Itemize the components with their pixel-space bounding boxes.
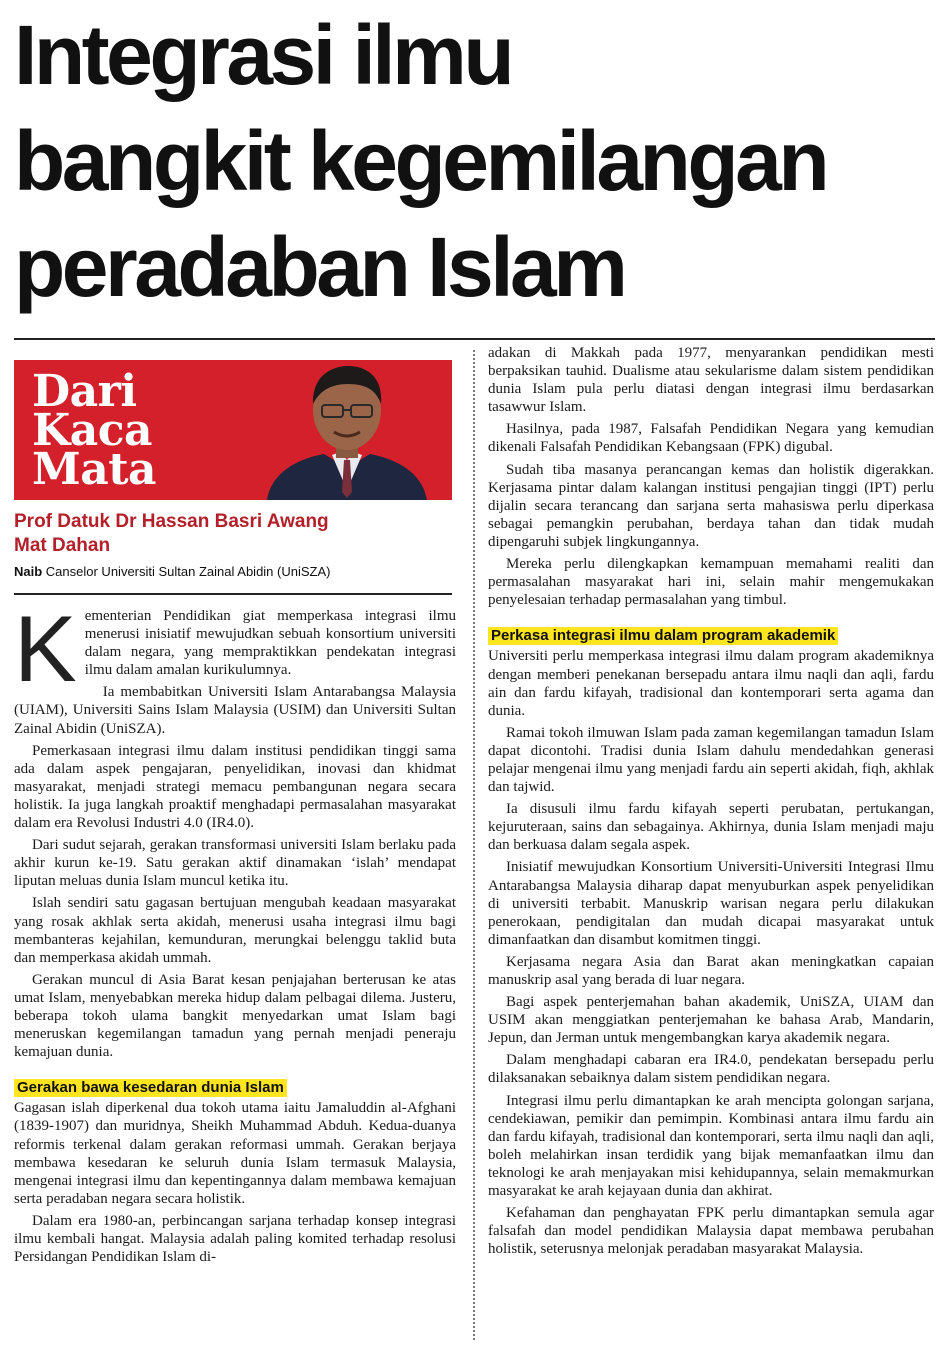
badge-line-2: Kaca (32, 405, 153, 456)
paragraph-text: ementerian Pendidikan giat memperkasa integrasi ilmu menerusi inisiatif mewujudkan sebuah konsortium universiti dalam negara, yang mempraktikkan pendekatan integrasi ilmu dalam amalan kurikulumnya. (84, 608, 456, 679)
right-column (488, 344, 934, 1262)
headline-rule (14, 338, 935, 340)
paragraph: Bagi aspek penterjemahan bahan akademik, UniSZA, UIAM dan USIM akan menggiatkan penterjemahan ke bahasa Arab, Mandarin, Jepun, dan Jerman untuk mengembangkan karya akademik negara. (488, 994, 934, 1047)
headline-line-2: bangkit kegemilangan (14, 114, 827, 208)
author-role-rest: Canselor Universiti Sultan Zainal Abidin (UniSZA) (45, 564, 331, 579)
badge-line-1: Dari (32, 366, 137, 417)
paragraph: Dari sudut sejarah, gerakan transformasi universiti Islam berlaku pada akhir kurun ke-19. Satu gerakan aktif dinamakan ‘islah’ mendapat liputan meluas dunia Islam muncul ketika itu. (14, 837, 456, 890)
author-portrait (262, 360, 432, 500)
author-name-line-1: Prof Datuk Dr Hassan Basri Awang (14, 511, 329, 532)
paragraph: Kerjasama negara Asia dan Barat akan meningkatkan capaian manuskrip asal yang berada di luar negara. (488, 953, 934, 988)
paragraph: Pemerkasaan integrasi ilmu dalam institusi pendidikan tinggi sama ada dalam aspek pengajaran, penyelidikan, inovasi dan khidmat masyarakat, menjadi strategi memacu pembangunan negara secara holistik. Ia juga langkah proaktif menghadapi permasalahan masyarakat dalam era Revolusi Industri 4.0 (IR4.0). (14, 742, 456, 832)
paragraph: Hasilnya, pada 1987, Falsafah Pendidikan Negara yang kemudian dikenali Falsafah Pendidikan Kebangsaan (FPK) digubal. (488, 421, 934, 456)
left-column (14, 360, 456, 1270)
author-name-line-2: Mat Dahan (14, 535, 111, 556)
paragraph: Ia membabitkan Universiti Islam Antarabangsa Malaysia (UIAM), Universiti Sains Islam Malaysia (USIM) dan Universiti Sultan Zainal Abidin (UniSZA). (14, 684, 456, 737)
column-divider (473, 350, 475, 1340)
paragraph: Ramai tokoh ilmuwan Islam pada zaman kegemilangan tamadun Islam dapat dicontohi. Tradisi dunia Islam dahulu mendedahkan generasi pelajar mengenai ilmu yang menjadi fardu ain seperti akidah, fiqh, akhlak dan tajwid. (488, 724, 934, 796)
author-name (14, 510, 456, 558)
subhead-wrap (488, 619, 934, 645)
paragraph: Integrasi ilmu perlu dimantapkan ke arah mencipta golongan sarjana, cendekiawan, pemikir dan pemimpin. Kombinasi antara ilmu fardu ain dan fardu kifayah, tradisional dan kontemporari, serta ilmu naqli dan aqli, boleh melahirkan insan terdidik yang bijak memanfaatkan ilmu dan teknologi ke arah menjayakan misi kehidupannya, selain memakmurkan masyarakat ke arah kejayaan dunia dan akhirat. (488, 1092, 934, 1200)
headline (14, 2, 939, 320)
column-badge-title (32, 366, 157, 495)
author-role (14, 564, 456, 579)
subhead: Gerakan bawa kesedaran dunia Islam (14, 1079, 287, 1097)
article-body-left (14, 596, 456, 1266)
paragraph: Gerakan muncul di Asia Barat kesan penjajahan berterusan ke atas umat Islam, menyebabkan mereka hidup dalam pelbagai dilema. Justeru, beberapa tokoh ulama bangkit menyedarkan umat Islam bagi meneruskan kegemilangan tamadun yang pernah menjadi peneraju kemajuan dunia. (14, 971, 456, 1061)
author-role-bold: Naib (14, 564, 43, 579)
paragraph: Kefahaman dan penghayatan FPK perlu dimantapkan semula agar falsafah dan model pendidikan Malaysia dapat membawa perubahan holistik, seterusnya melonjak peradaban masyarakat Malaysia. (488, 1205, 934, 1258)
paragraph: adakan di Makkah pada 1977, menyarankan pendidikan mesti berpaksikan tauhid. Dualisme atau sekularisme dalam sistem pendidikan dunia Islam pula perlu diatasi dengan integrasi ilmu berdasarkan tasawwur Islam. (488, 345, 934, 416)
paragraph: Dalam menghadapi cabaran era IR4.0, pendekatan bersepadu perlu dilaksanakan sebaiknya dalam sistem pendidikan negara. (488, 1052, 934, 1087)
paragraph: Universiti perlu memperkasa integrasi ilmu dalam program akademiknya dengan memberi penekanan bersepadu antara ilmu naqli dan aqli, fardu ain dan fardu kifayah, tradisional dan kontemporari serta agama dan dunia. (488, 648, 934, 719)
column-badge (14, 360, 452, 500)
paragraph: Dalam era 1980-an, perbincangan sarjana terhadap konsep integrasi ilmu kembali hangat. Malaysia adalah paling komited terhadap resolusi Persidangan Pendidikan Islam di- (14, 1212, 456, 1266)
paragraph: Sudah tiba masanya perancangan kemas dan holistik digerakkan. Kerjasama pintar dalam kalangan institusi pengajian tinggi (IPT) perlu dijalin secara terancang dan sarjana serta mahasiswa perlu diperkasa sebagai pemangkin perubahan, berdaya tahan dan tidak mudah dipengaruhi subjek lingkungannya. (488, 461, 934, 550)
article-body-right (488, 344, 934, 1258)
author-rule (14, 593, 452, 595)
paragraph (14, 596, 456, 701)
paragraph: Mereka perlu dilengkapkan kemampuan memahami realiti dan permasalahan masyarakat hari ini, selain mahir mengemukakan penyelesaian terhadap permasalahan yang timbul. (488, 556, 934, 609)
badge-line-3: Mata (32, 444, 157, 495)
subhead-wrap (14, 1071, 456, 1097)
paragraph: Gagasan islah diperkenal dua tokoh utama iaitu Jamaluddin al-Afghani (1839-1907) dan muridnya, Sheikh Muhammad Abduh. Kedua-duanya reformis terkenal dalam gerakan reformasi ummah. Gerakan berjaya membawa kesedaran ke seluruh dunia Islam termasuk Malaysia, mengenai integrasi ilmu dan kepentingannya dalam membawa kemajuan serta peradaban negara secara holistik. (14, 1100, 456, 1207)
subhead: Perkasa integrasi ilmu dalam program akademik (488, 627, 838, 645)
paragraph: Islah sendiri satu gagasan bertujuan mengubah keadaan masyarakat yang rosak akhlak serta akidah, menerusi usaha integrasi ilmu bagi membanteras kejahilan, kemunduran, merungkai belenggu taklid buta dan memperkasa akidah ummah. (14, 895, 456, 966)
drop-cap: K (14, 596, 77, 701)
paragraph: Ia disusuli ilmu fardu kifayah seperti perubatan, pertukangan, kejuruteraan, sains dan sebagainya. Akhirnya, dunia Islam menjadi maju dan berkuasa dalam segala aspek. (488, 801, 934, 854)
headline-line-3: peradaban Islam (14, 220, 625, 314)
paragraph: Inisiatif mewujudkan Konsortium Universiti-Universiti Integrasi Ilmu Antarabangsa Malaysia diharap dapat menyuburkan aspek penyelidikan di universiti terbabit. Manuskrip warisan negara perlu dilakukan penerokaan, pendigitalan dan mudah dicapai masyarakat untuk dimanfaatkan dan disambut komitmen tinggi. (488, 859, 934, 948)
headline-line-1: Integrasi ilmu (14, 8, 512, 102)
